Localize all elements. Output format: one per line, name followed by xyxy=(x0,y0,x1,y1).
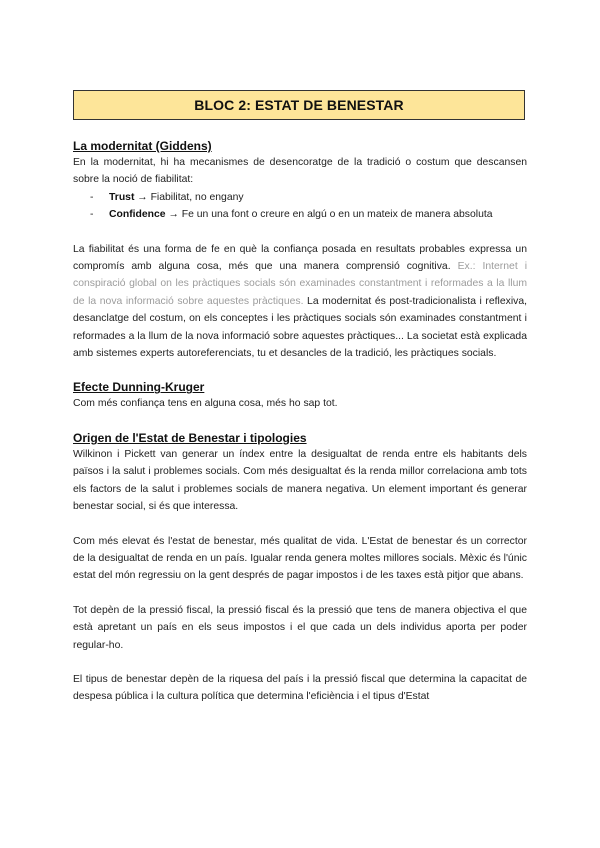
bullet-item-trust xyxy=(73,189,527,206)
paragraph-tipus-benestar: El tipus de benestar depèn de la riquesa del país i la pressió fiscal que determina la capacitat de despesa pública i la cultura política que determina l'eficiència i el tipus d'Estat xyxy=(73,673,527,703)
bullet-dash: - xyxy=(90,191,94,203)
section-heading-dunning-kruger: Efecte Dunning-Kruger xyxy=(73,380,205,395)
bullet-dash: - xyxy=(90,209,94,221)
section-heading-origen-estat: Origen de l'Estat de Benestar i tipologies xyxy=(73,430,307,445)
paragraph-pressio-fiscal: Tot depèn de la pressió fiscal, la pressió fiscal és la pressió que tens de manera objectiva el que està apretant un país en els seus impostos i el que cada un dels individus aporta per poder regular-ho. xyxy=(73,604,527,651)
paragraph-text: La fiabilitat és una forma de fe en què la confiança posada en resultats probables expressa un compromís amb alguna cosa, més que una manera comprensió cognitiva. xyxy=(73,243,527,273)
example-note: Ex.: Internet i conspiració global on les pràctiques socials són examinades constantment i reformades a la llum de la nova informació sobre aquestes pràctiques. xyxy=(73,261,527,307)
bullet-term: Trust xyxy=(109,191,135,203)
paragraph-wilkinson: Wilkinon i Pickett van generar un índex entre la desigualtat de renda entre els habitants dels països i la salut i problemes socials. Com més desigualtat és la renda millor correlaciona amb tots els factors de la salut i problemes socials de manera negativa. Un element important és generar benestar social, si és que interessa. xyxy=(73,448,527,513)
paragraph-fiabilitat xyxy=(73,241,527,363)
bullet-list xyxy=(73,189,527,224)
paragraph-text: La modernitat és post-tradicionalista i reflexiva, desanclatge del costum, on els conceptes i les pràctiques socials són examinades constantment i reformades a la llum de la nova informació sobre aquestes pràctiques... La societat està explicada amb sistemes experts autoreferenciats, tu et desancles de la tradició, les pràctiques socials. xyxy=(73,295,528,360)
section-heading-modernitat: La modernitat (Giddens) xyxy=(73,139,212,153)
page-title-box xyxy=(73,90,525,120)
bullet-term: Confidence xyxy=(109,209,166,221)
bullet-text: → Fiabilitat, no engany xyxy=(134,191,244,203)
paragraph-modernitat-intro: En la modernitat, hi ha mecanismes de desencoratge de la tradició o costum que descansen sobre la noció de fiabilitat: xyxy=(73,157,527,186)
document-content xyxy=(73,138,527,706)
paragraph-estat-benestar: Com més elevat és l'estat de benestar, més qualitat de vida. L'Estat de benestar és un corrector de la desigualtat de renda en un país. Igualar renda genera moltes millores socials. Mèxic és l'únic estat del món regressiu on la gent després de pagar impostos i de les taxes està pitjor que abans. xyxy=(73,535,527,582)
bullet-item-confidence xyxy=(73,206,527,223)
paragraph-dunning-kruger: Com més confiança tens en alguna cosa, més ho sap tot. xyxy=(73,398,338,410)
bullet-text: → Fe un una font o creure en algú o en un mateix de manera absoluta xyxy=(165,209,493,221)
page-title: BLOC 2: ESTAT DE BENESTAR xyxy=(194,97,404,113)
